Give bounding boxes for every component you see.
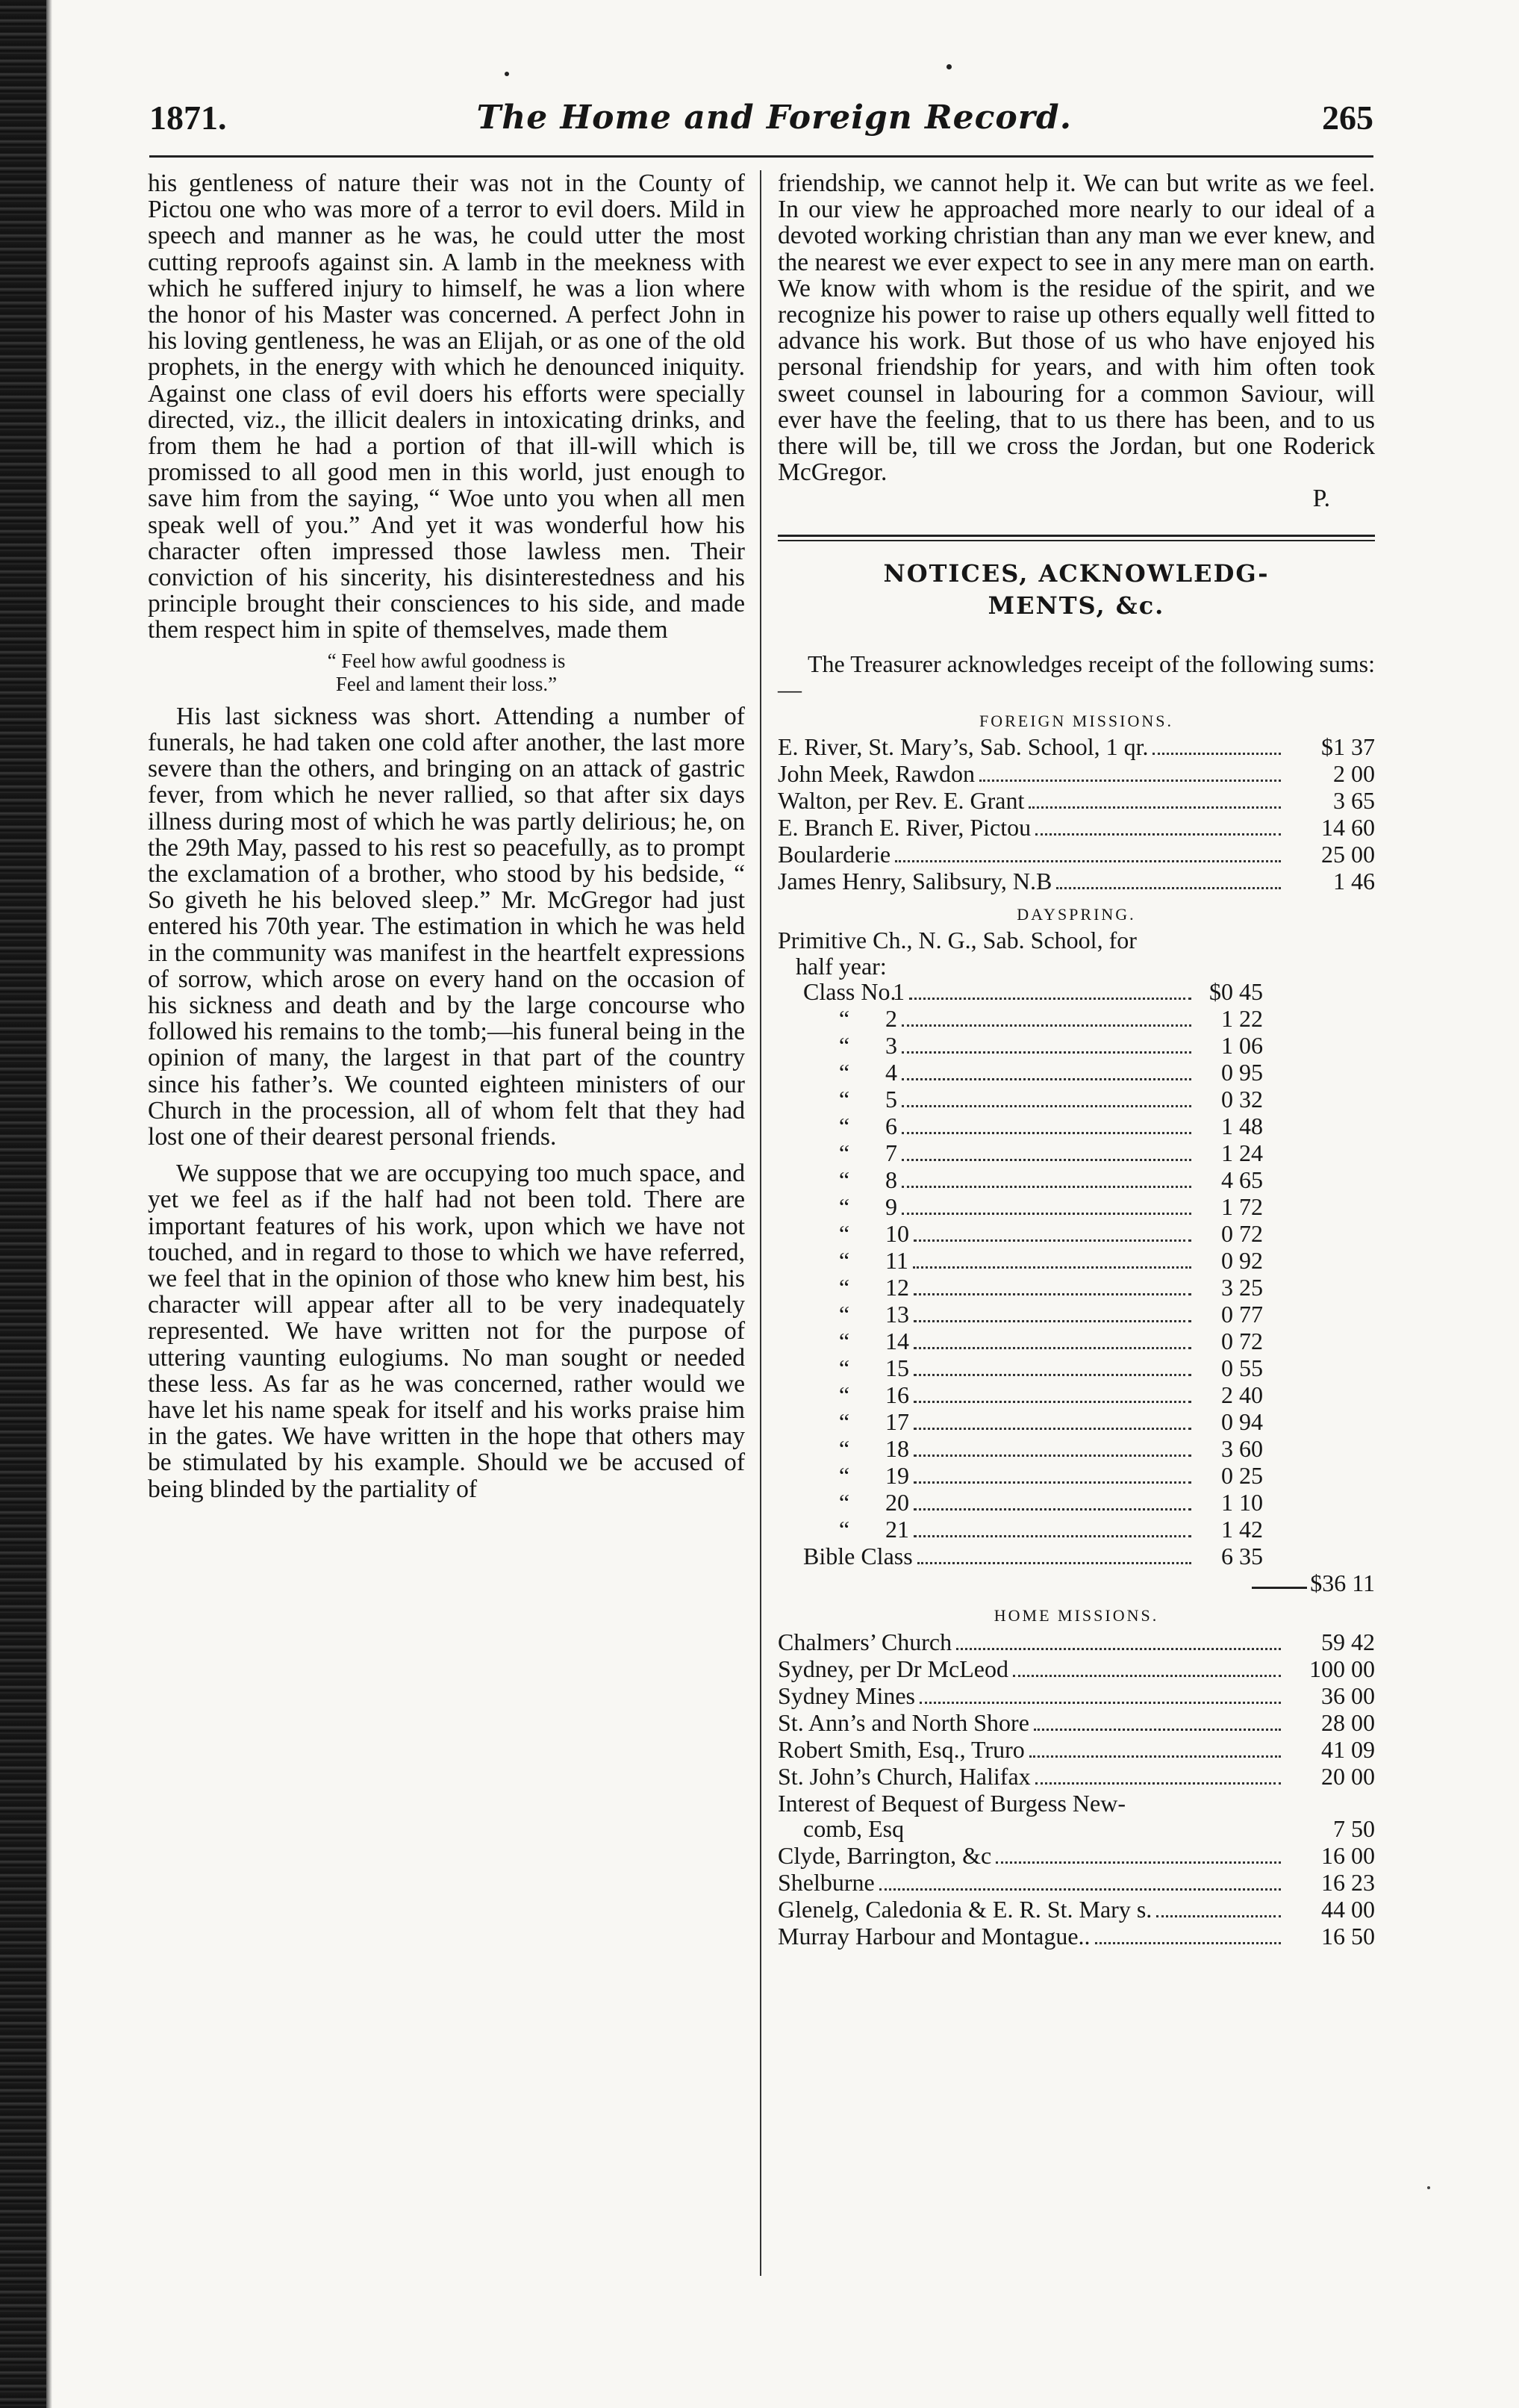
section-rule [778,535,1375,541]
entry-label [778,1194,897,1220]
entry-label: E. Branch E. River, Pictou [778,814,1032,841]
home-missions-heading: HOME MISSIONS. [994,1606,1159,1625]
entry-label [778,1516,909,1543]
verse-line: Feel and lament their loss.” [335,672,558,695]
entry-label: Murray Harbour and Montague.. [778,1923,1091,1950]
list-item [778,788,1375,815]
class-label: “ [838,1301,850,1328]
entry-amount: 44 00 [1321,1896,1375,1923]
leader-dots [914,1401,1191,1403]
class-number: 21 [885,1516,909,1543]
page-number: 265 [1322,98,1373,137]
entry-label [778,1033,897,1059]
section-title-line: NOTICES, ACKNOWLEDG- [883,559,1270,588]
entry-label: Glenelg, Caledonia & E. R. St. Mary s. [778,1896,1152,1923]
ink-speck [1427,2186,1430,2189]
entry-label [778,1301,909,1328]
entry-label [778,1086,897,1113]
paragraph: his gentleness of nature their was not in the County of Pictou one who was more of a terror to evil doers. Mild in speech and manner as he was, he could utter the most cutting reproofs against sin. A lamb in the meekness with which he suffered injury to himself, he was a lion where the honor of his Master was concerned. A perfect John in his loving gentleness, he was an Elijah, or as one of the old prophets, in the energy with which he denounced iniquity. Against one class of evil doers his efforts were specially directed, viz., the illicit dealers in intoxicating drinks, and from them he had a portion of that ill-will which is promissed to all good men in this world, just enough to save him from the saying, “ Woe unto you when all men speak well of you.” And yet it was wonderful how his character often impressed those lawless men. Their conviction of his sincerity, his disinterestedness and his principle brought their consciences to his side, and made them respect him in spite of themselves, made them [148,169,745,644]
entry-amount: 1 22 [1221,1005,1263,1033]
class-label: “ [838,1328,850,1355]
entry-label: E. River, St. Mary’s, Sab. School, 1 qr. [778,733,1149,761]
section-title [778,558,1375,622]
entry-label: Boularderie [778,841,891,868]
leader-dots [1152,753,1281,755]
leader-dots [914,1347,1191,1349]
entry-amount: 16 00 [1321,1842,1375,1870]
leader-dots [902,1159,1191,1161]
entry-label [778,1463,909,1489]
entry-amount: 1 72 [1221,1193,1263,1221]
class-number: 11 [885,1247,908,1275]
class-label: “ [838,1032,850,1060]
leader-dots [902,1051,1191,1054]
entry-amount: 4 65 [1221,1166,1263,1194]
leader-dots [1029,1755,1281,1758]
class-number: 9 [885,1193,897,1221]
entry-amount: 1 48 [1221,1113,1263,1140]
entry-label: Clyde, Barrington, &c [778,1842,992,1870]
list-item [778,1870,1375,1897]
class-number: 2 [885,1005,897,1033]
entry-amount: 0 77 [1221,1301,1263,1328]
entry-label [778,1436,909,1462]
entry-amount: 16 23 [1321,1869,1375,1897]
class-number: 12 [885,1274,909,1301]
entry-amount: 0 25 [1221,1462,1263,1490]
class-label: “ [838,1247,850,1275]
class-number: 15 [885,1354,909,1382]
class-number: 20 [885,1489,909,1516]
list-item [778,868,1375,895]
class-label: “ [838,1005,850,1033]
entry-label: St. Ann’s and North Shore [778,1708,1029,1736]
page-header [149,84,1373,151]
entry-amount: 36 00 [1321,1681,1375,1709]
class-list [778,979,1375,1543]
class-label: “ [838,1354,850,1382]
dayspring-subheading: Primitive Ch., N. G., Sab. School, for [778,927,1137,954]
signature-line [778,485,1375,511]
entry-label: Sydney, per Dr McLeod [778,1655,1008,1682]
entry-label [778,979,905,1005]
entry-label [778,1221,909,1247]
class-number: 6 [885,1113,897,1140]
leader-dots [914,1508,1191,1511]
class-label: “ [838,1489,850,1516]
entry-amount: 0 72 [1221,1220,1263,1248]
class-label: “ [838,1408,850,1436]
leader-dots [902,1078,1191,1080]
header-year: 1871. [149,98,227,137]
leader-dots [996,1861,1281,1864]
binding-edge [0,0,46,2408]
journal-title: The Home and Foreign Record. [476,98,1073,137]
leader-dots [1095,1942,1281,1944]
class-number: 5 [885,1086,897,1113]
foreign-missions-heading: FOREIGN MISSIONS. [979,712,1174,731]
list-item [778,1167,1375,1194]
entry-label: Shelburne [778,1869,875,1897]
list-item [778,1490,1375,1516]
entry-label [778,1490,909,1516]
bequest-line: Interest of Bequest of Burgess New- [778,1789,1126,1817]
entry-label: comb, Esq [803,1815,905,1843]
entry-amount: $1 37 [1321,733,1375,761]
list-item [778,1275,1375,1301]
entry-label [778,1382,909,1408]
leader-dots [902,1105,1191,1107]
list-item [778,1060,1375,1086]
right-column [778,170,1375,1950]
entry-label [778,1060,897,1086]
list-item [778,1436,1375,1463]
class-label: “ [838,1059,850,1086]
class-number: 4 [885,1059,897,1086]
class-number: 17 [885,1408,909,1436]
leader-dots [902,1186,1191,1188]
class-label: “ [838,1462,850,1490]
list-item [778,1221,1375,1248]
leader-dots [914,1535,1191,1537]
list-item [778,979,1375,1006]
class-label: “ [838,1516,850,1543]
entry-label: Bible Class [803,1543,913,1570]
leader-dots [879,1888,1281,1891]
entry-label [778,1140,897,1166]
list-item [778,1463,1375,1490]
foreign-missions-list [778,734,1375,895]
entry-label [778,1006,897,1032]
class-label: “ [838,1381,850,1409]
entry-amount: 0 94 [1221,1408,1263,1436]
dayspring-heading: DAYSPRING. [1017,905,1136,924]
signature: P. [1312,485,1330,513]
class-number: 10 [885,1220,909,1248]
class-number: 16 [885,1381,909,1409]
list-item [778,1006,1375,1033]
list-item [778,1355,1375,1382]
leader-dots [914,1374,1191,1376]
entry-label: Sydney Mines [778,1681,915,1709]
total-dash [1252,1570,1307,1589]
entry-amount: 1 46 [1333,868,1375,895]
entry-label: James Henry, Salibsury, N.B [778,868,1052,895]
leader-dots [914,1320,1191,1322]
entry-amount: 25 00 [1321,841,1375,868]
entry-amount: 41 09 [1321,1735,1375,1763]
leader-dots [1056,887,1281,889]
leader-dots [917,1562,1191,1564]
leader-dots [913,1266,1191,1269]
entry-amount: 1 06 [1221,1032,1263,1060]
class-label: “ [838,1435,850,1463]
entry-label: St. John’s Church, Halifax [778,1762,1031,1790]
paragraph: friendship, we cannot help it. We can but write as we feel. In our view he approached more nearly to our ideal of a devoted working christian than any man we ever knew, and the nearest we ever expect to see in any mere man on earth. We know with whom is the residue of the spirit, and we recognize his power to raise up others equally well fitted to advance his work. But those of us who have enjoyed his personal friendship for years, and with him often took sweet counsel in labouring for a common Saviour, will ever have the feeling, that to us there has been, and to us there will be, till we cross the Jordan, but one Roderick McGregor. [778,169,1375,487]
ink-speck [946,64,952,69]
column-divider [760,170,761,2276]
list-item [778,1656,1375,1683]
verse-quote [148,650,745,696]
intro-text: The Treasurer acknowledges receipt of the following sums:— [778,650,1375,703]
list-item [778,1113,1375,1140]
class-label: “ [838,1166,850,1194]
entry-amount: 28 00 [1321,1708,1375,1736]
leader-dots [1035,1782,1281,1785]
entry-label: Robert Smith, Esq., Truro [778,1735,1025,1763]
entry-label [778,1409,909,1435]
list-item [778,1409,1375,1436]
entry-label [778,1167,897,1193]
class-label: “ [838,1274,850,1301]
entry-amount: 6 35 [1221,1543,1263,1570]
list-item [778,1140,1375,1167]
leader-dots [956,1648,1281,1650]
entry-amount: 1 24 [1221,1139,1263,1167]
list-item [778,1328,1375,1355]
leader-dots [914,1239,1191,1242]
total-amount: $36 11 [1310,1569,1375,1597]
entry-amount: 1 42 [1221,1516,1263,1543]
header-rule [149,155,1373,158]
list-item [778,1683,1375,1710]
left-column [148,170,745,1502]
leader-dots [914,1293,1191,1295]
list-item [778,1710,1375,1737]
list-item [778,1923,1375,1950]
dayspring-total [778,1570,1375,1596]
entry-amount: 3 25 [1221,1274,1263,1301]
class-number: 13 [885,1301,909,1328]
list-item [778,1382,1375,1409]
entry-amount: 0 92 [1221,1247,1263,1275]
dayspring-subheading: half year: [796,952,887,980]
entry-label [778,1113,897,1139]
class-label: “ [838,1113,850,1140]
class-label: “ [838,1086,850,1113]
leader-dots [902,1132,1191,1134]
list-item [778,1248,1375,1275]
leader-space [908,1835,1281,1837]
entry-amount: 3 65 [1333,787,1375,815]
entry-label [778,1248,908,1274]
class-number: 7 [885,1139,897,1167]
class-number: 18 [885,1435,909,1463]
list-item [778,841,1375,868]
list-item [778,1516,1375,1543]
list-item [778,1629,1375,1656]
class-label: Class No. [803,978,896,1006]
entry-label [778,1355,909,1381]
leader-dots [895,860,1281,862]
entry-amount: 0 95 [1221,1059,1263,1086]
entry-label [778,1275,909,1301]
class-number: 19 [885,1462,909,1490]
ink-speck [505,72,509,76]
list-item [778,1543,1375,1570]
leader-dots [914,1481,1191,1484]
entry-amount: 16 50 [1321,1923,1375,1950]
entry-amount: 2 00 [1333,760,1375,788]
list-item [778,1843,1375,1870]
entry-amount: 0 32 [1221,1086,1263,1113]
class-label: “ [838,1193,850,1221]
entry-amount: $0 45 [1209,978,1263,1006]
entry-amount: 100 00 [1309,1655,1375,1682]
leader-dots [920,1702,1281,1704]
leader-dots [1034,1729,1281,1731]
entry-amount: 1 10 [1221,1489,1263,1516]
binding-shadow [46,0,52,2408]
list-item [778,1194,1375,1221]
entry-label: Walton, per Rev. E. Grant [778,787,1025,815]
leader-dots [902,1213,1191,1215]
list-item [778,1737,1375,1764]
entry-amount: 0 72 [1221,1328,1263,1355]
class-number: 14 [885,1328,909,1355]
list-item [778,1816,1375,1843]
leader-dots [909,998,1191,1000]
home-missions-list-continued [778,1843,1375,1950]
entry-amount: 14 60 [1321,814,1375,841]
leader-dots [1156,1915,1281,1917]
leader-dots [1029,806,1281,809]
list-item [778,1086,1375,1113]
class-label: “ [838,1139,850,1167]
list-item [778,761,1375,788]
home-missions-list [778,1629,1375,1791]
leader-dots [1013,1675,1281,1677]
entry-label: John Meek, Rawdon [778,760,975,788]
section-title-line: MENTS, &c. [988,591,1165,620]
leader-dots [979,780,1281,782]
class-number: 8 [885,1166,897,1194]
verse-line: “ Feel how awful goodness is [327,649,566,672]
list-item [778,815,1375,841]
entry-amount: 2 40 [1221,1381,1263,1409]
entry-amount: 0 55 [1221,1354,1263,1382]
leader-dots [902,1024,1191,1027]
entry-amount: 20 00 [1321,1762,1375,1790]
list-item [778,1764,1375,1791]
class-label: “ [838,1220,850,1248]
entry-amount: 59 42 [1321,1628,1375,1655]
entry-label [778,1328,909,1354]
leader-dots [1035,833,1281,836]
entry-amount: 7 50 [1333,1815,1375,1843]
list-item [778,1897,1375,1923]
list-item [778,734,1375,761]
list-item [778,1033,1375,1060]
leader-dots [914,1455,1191,1457]
entry-label: Chalmers’ Church [778,1628,952,1655]
paragraph: We suppose that we are occupying too much space, and yet we feel as if the half had not been told. There are important features of his work, upon which we have not touched, and in regard to those to which we have referred, we feel that in the opinion of those who knew him best, his character will appear after all to be very inadequately represented. We have written not for the purpose of uttering vaunting eulogiums. No man sought or needed these less. As far as he was concerned, rather would we have let his name speak for itself and his works praise him in the gates. We have written in the hope that others may be stimulated by his example. Should we be accused of being blinded by the partiality of [148,1160,745,1503]
class-number: 1 [893,978,905,1006]
list-item [778,1301,1375,1328]
leader-dots [914,1428,1191,1430]
class-number: 3 [885,1032,897,1060]
paragraph: His last sickness was short. Attending a number of funerals, he had taken one cold after another, the last more severe than the others, and bringing on an attack of gastric fever, from which he never rallied, so that after six days illness during most of which he was partly delirious; he, on the 29th May, passed to his rest so peacefully, as to prompt the exclamation of a brother, who stood by his bedside, “ So giveth he his beloved sleep.” Mr. McGregor had just entered his 70th year. The estimation in which he was held in the community was manifest in the heartfelt expressions of sorrow, which arose on every hand on the occasion of his sickness and death and by the large concourse who followed his remains to the tomb;—his funeral being in the opinion of many, the largest in that part of the country since his father’s. We counted eighteen ministers of our Church in the procession, all of whom felt that they had lost one of their dearest personal friends. [148,702,745,1151]
entry-amount: 3 60 [1221,1435,1263,1463]
